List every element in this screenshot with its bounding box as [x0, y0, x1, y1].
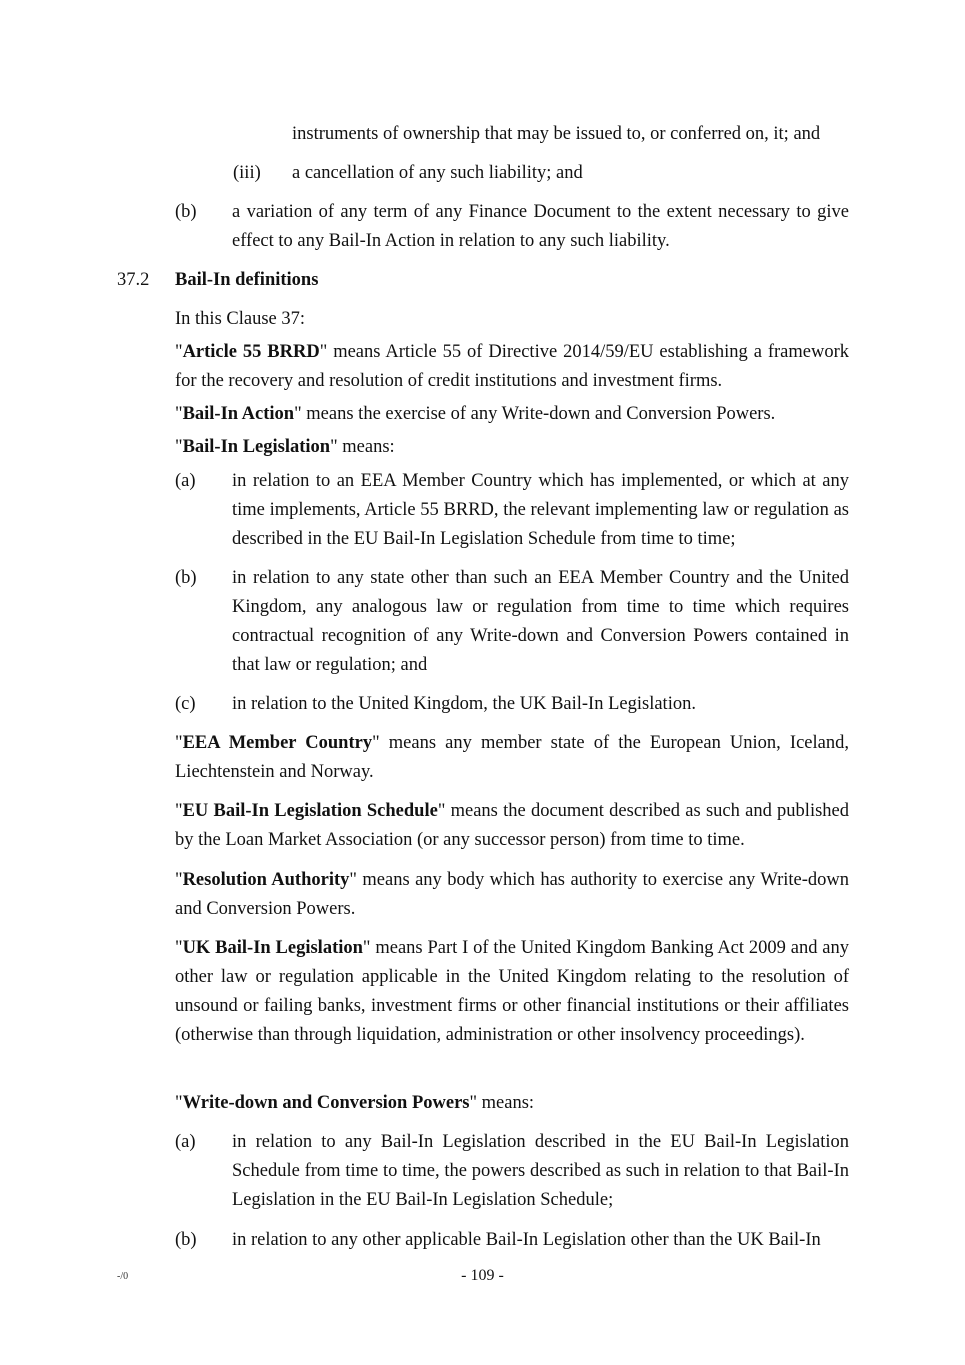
definition-text: means: [337, 437, 395, 457]
definition-eea-member-country: "EEA Member Country" means any member state of the European Union, Iceland, Liechtenstein and Norway. [175, 733, 849, 782]
term: Article 55 BRRD [182, 342, 320, 362]
item-iii-label: (iii) [233, 163, 261, 183]
list-item-text: in relation to any state other than such an EEA Member Country and the United Kingdom, any analogous law or regulation from time to time which requires contractual recognition of any Write-down and Conversion Powers contained in that law or regulation; and [232, 568, 849, 675]
list-item-label: (a) [175, 471, 196, 491]
term: Resolution Authority [182, 870, 350, 890]
list-item-label: (b) [175, 568, 197, 588]
definition-uk-bail-in-legislation: "UK Bail-In Legislation" means Part I of the United Kingdom Banking Act 2009 and any other law or regulation applicable in the United Kingdom relating to the resolution of unsound or failing banks, investment firms or other financial institutions or their affiliates (otherwise than through liquidation, administration or other insolvency proceedings). [175, 938, 850, 1045]
definition-resolution-authority: "Resolution Authority" means any body which has authority to exercise any Write-down and Conversion Powers. [175, 870, 849, 919]
list-item-text: in relation to any other applicable Bail-In Legislation other than the UK Bail-In [232, 1230, 821, 1250]
page-number: - 109 - [461, 1267, 504, 1284]
term: EU Bail-In Legislation Schedule [182, 801, 438, 821]
section-title [175, 266, 318, 295]
definition-text: means the exercise of any Write-down and Conversion Powers. [301, 404, 776, 424]
term: UK Bail-In Legislation [182, 938, 363, 958]
term: Bail-In Action [182, 404, 295, 424]
continuation-text: instruments of ownership that may be issued to, or conferred on, it; and [292, 124, 821, 144]
list-item-text: in relation to any Bail-In Legislation described in the EU Bail-In Legislation Schedule from time to time, the powers described as such in relation to that Bail-In Legislation in the EU Bail-In Legislation Schedule; [232, 1132, 849, 1210]
footer-reference: -/0 [117, 1271, 129, 1282]
term: Bail-In Legislation [182, 437, 331, 457]
item-b-text: a variation of any term of any Finance Document to the extent necessary to give effect to any Bail-In Action in relation to any such liability. [232, 202, 849, 251]
list-item-label: (b) [175, 1230, 197, 1250]
definition-text: means Article 55 of Directive 2014/59/EU establishing a framework for the recovery and resolution of credit institutions and investment firms. [175, 342, 849, 391]
list-item-label: (c) [175, 694, 196, 714]
definition-text: means any body which has authority to exercise any Write-down and Conversion Powers. [175, 870, 849, 919]
definition-text: means Part I of the United Kingdom Banking Act 2009 and any other law or regulation applicable in the United Kingdom relating to the resolution of unsound or failing banks, investment firms or other financial institutions or their affiliates (otherwise than through liquidation, administration or other insolvency proceedings). [175, 938, 850, 1045]
list-item-text: in relation to an EEA Member Country which has implemented, or which at any time implements, Article 55 BRRD, the relevant implementing law or regulation as described in the EU Bail-In Legislation Schedule from time to time; [232, 471, 849, 549]
term: Write-down and Conversion Powers [182, 1093, 470, 1113]
list-item-label: (a) [175, 1132, 196, 1152]
definition-write-down-and-conversion-powers: "Write-down and Conversion Powers" means: [175, 1093, 535, 1113]
definition-bail-in-legislation: "Bail-In Legislation" means: [175, 437, 395, 457]
term: EEA Member Country [182, 733, 373, 753]
definition-text: means any member state of the European Union, Iceland, Liechtenstein and Norway. [175, 733, 849, 782]
definition-text: means: [477, 1093, 535, 1113]
section-number: 37.2 [117, 270, 150, 290]
list-item-text: in relation to the United Kingdom, the UK Bail-In Legislation. [232, 694, 696, 714]
definition-article-55-brrd: "Article 55 BRRD" means Article 55 of Directive 2014/59/EU establishing a framework for the recovery and resolution of credit institutions and investment firms. [175, 342, 849, 391]
section-title-text: Bail-In definitions [175, 270, 319, 290]
item-b-label: (b) [175, 202, 197, 222]
definition-eu-bail-in-legislation-schedule: "EU Bail-In Legislation Schedule" means the document described as such and published by the Loan Market Association (or any successor person) from time to time. [175, 801, 850, 850]
definition-bail-in-action: "Bail-In Action" means the exercise of any Write-down and Conversion Powers. [175, 404, 776, 424]
section-intro: In this Clause 37: [175, 309, 306, 329]
definition-text: means the document described as such and published by the Loan Market Association (or any successor person) from time to time. [175, 801, 850, 850]
item-iii-text: a cancellation of any such liability; and [292, 163, 583, 183]
